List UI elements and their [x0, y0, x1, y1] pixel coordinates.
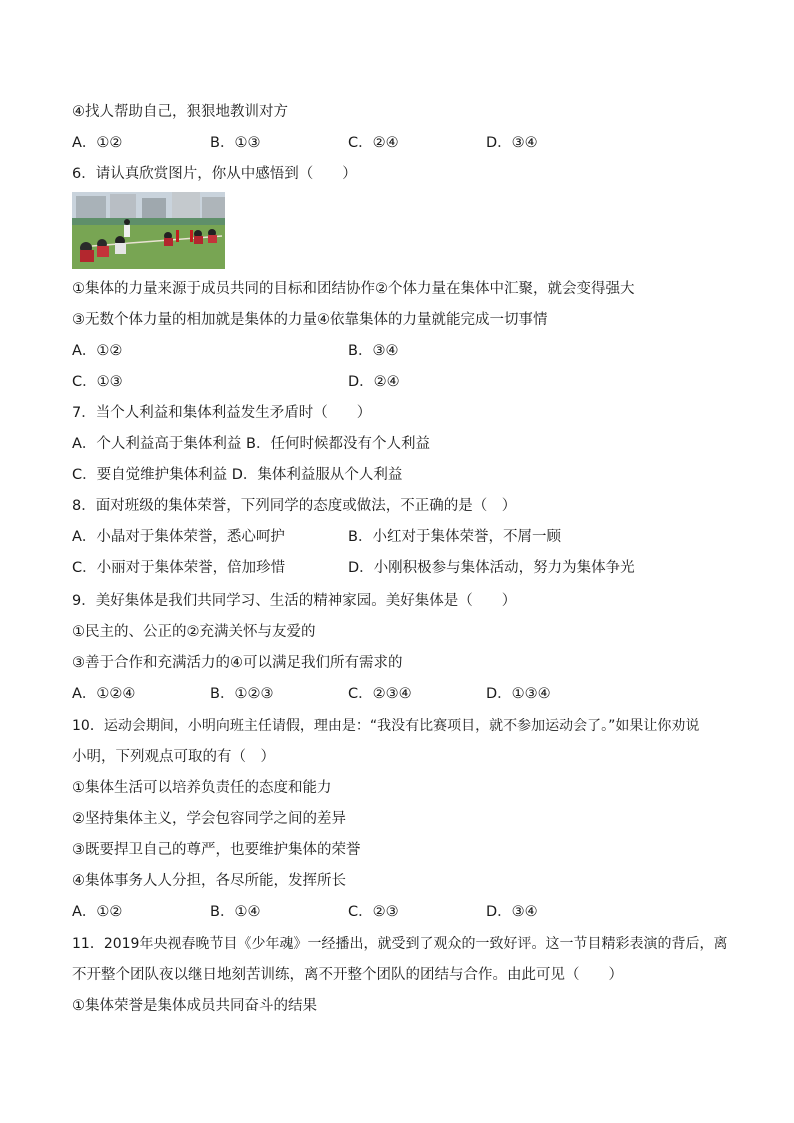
q5-option-c: C．②④ [348, 135, 399, 151]
q10-option-d: D．③④ [486, 904, 538, 920]
q8-option-c: C．小丽对于集体荣誉，倍加珍惜 [72, 560, 286, 576]
tug-of-war-photo [72, 192, 225, 269]
q10-item-3: ③既要捍卫自己的尊严，也要维护集体的荣誉 [72, 842, 361, 858]
q10-stem-line-1: 10．运动会期间，小明向班主任请假，理由是：“我没有比赛项目，就不参加运动会了。”如果让你劝说 [72, 718, 700, 734]
q7-options-line-2: C．要自觉维护集体利益 D．集体利益服从个人利益 [72, 467, 403, 483]
q6-option-a: A．①② [72, 343, 123, 359]
q9-option-a: A．①②④ [72, 686, 136, 702]
q6-option-c: C．①③ [72, 374, 123, 390]
q9-stem: 9．美好集体是我们共同学习、生活的精神家园。美好集体是（ ） [72, 593, 517, 609]
q11-item-1: ①集体荣誉是集体成员共同奋斗的结果 [72, 998, 317, 1014]
q9-option-d: D．①③④ [486, 686, 551, 702]
q8-option-d: D．小刚积极参与集体活动，努力为集体争光 [348, 560, 635, 576]
q10-item-4: ④集体事务人人分担，各尽所能，发挥所长 [72, 873, 346, 889]
q5-option-a: A．①② [72, 135, 123, 151]
q5-item-4: ④找人帮助自己，狠狠地教训对方 [72, 104, 288, 120]
q9-option-b: B．①②③ [210, 686, 274, 702]
q10-item-2: ②坚持集体主义，学会包容同学之间的差异 [72, 811, 346, 827]
q10-item-1: ①集体生活可以培养负责任的态度和能力 [72, 780, 332, 796]
q9-items-line-2: ③善于合作和充满活力的④可以满足我们所有需求的 [72, 655, 403, 671]
q6-option-b: B．③④ [348, 343, 399, 359]
q9-option-c: C．②③④ [348, 686, 412, 702]
q11-stem-line-2: 不开整个团队夜以继日地刻苦训练，离不开整个团队的团结与合作。由此可见（ ） [72, 967, 623, 983]
q6-items-line-1: ①集体的力量来源于成员共同的目标和团结协作②个体力量在集体中汇聚，就会变得强大 [72, 281, 635, 297]
q7-stem: 7．当个人利益和集体利益发生矛盾时（ ） [72, 405, 372, 421]
q10-option-a: A．①② [72, 904, 123, 920]
q6-stem: 6．请认真欣赏图片，你从中感悟到（ ） [72, 166, 357, 182]
q6-items-line-2: ③无数个体力量的相加就是集体的力量④依靠集体的力量就能完成一切事情 [72, 312, 548, 328]
q10-stem-line-2: 小明，下列观点可取的有（ ） [72, 749, 275, 765]
q5-option-b: B．①③ [210, 135, 261, 151]
q8-option-a: A．小晶对于集体荣誉，悉心呵护 [72, 529, 285, 545]
q8-stem: 8．面对班级的集体荣誉，下列同学的态度或做法，不正确的是（ ） [72, 498, 517, 514]
q11-stem-line-1: 11．2019年央视春晚节目《少年魂》一经播出，就受到了观众的一致好评。这一节目精彩表演的背后，离 [72, 936, 728, 952]
q5-option-d: D．③④ [486, 135, 538, 151]
q6-option-d: D．②④ [348, 374, 400, 390]
q9-items-line-1: ①民主的、公正的②充满关怀与友爱的 [72, 624, 316, 640]
q10-option-c: C．②③ [348, 904, 399, 920]
q8-option-b: B．小红对于集体荣誉，不屑一顾 [348, 529, 561, 545]
q7-options-line-1: A．个人利益高于集体利益 B．任何时候都没有个人利益 [72, 436, 430, 452]
q10-option-b: B．①④ [210, 904, 261, 920]
